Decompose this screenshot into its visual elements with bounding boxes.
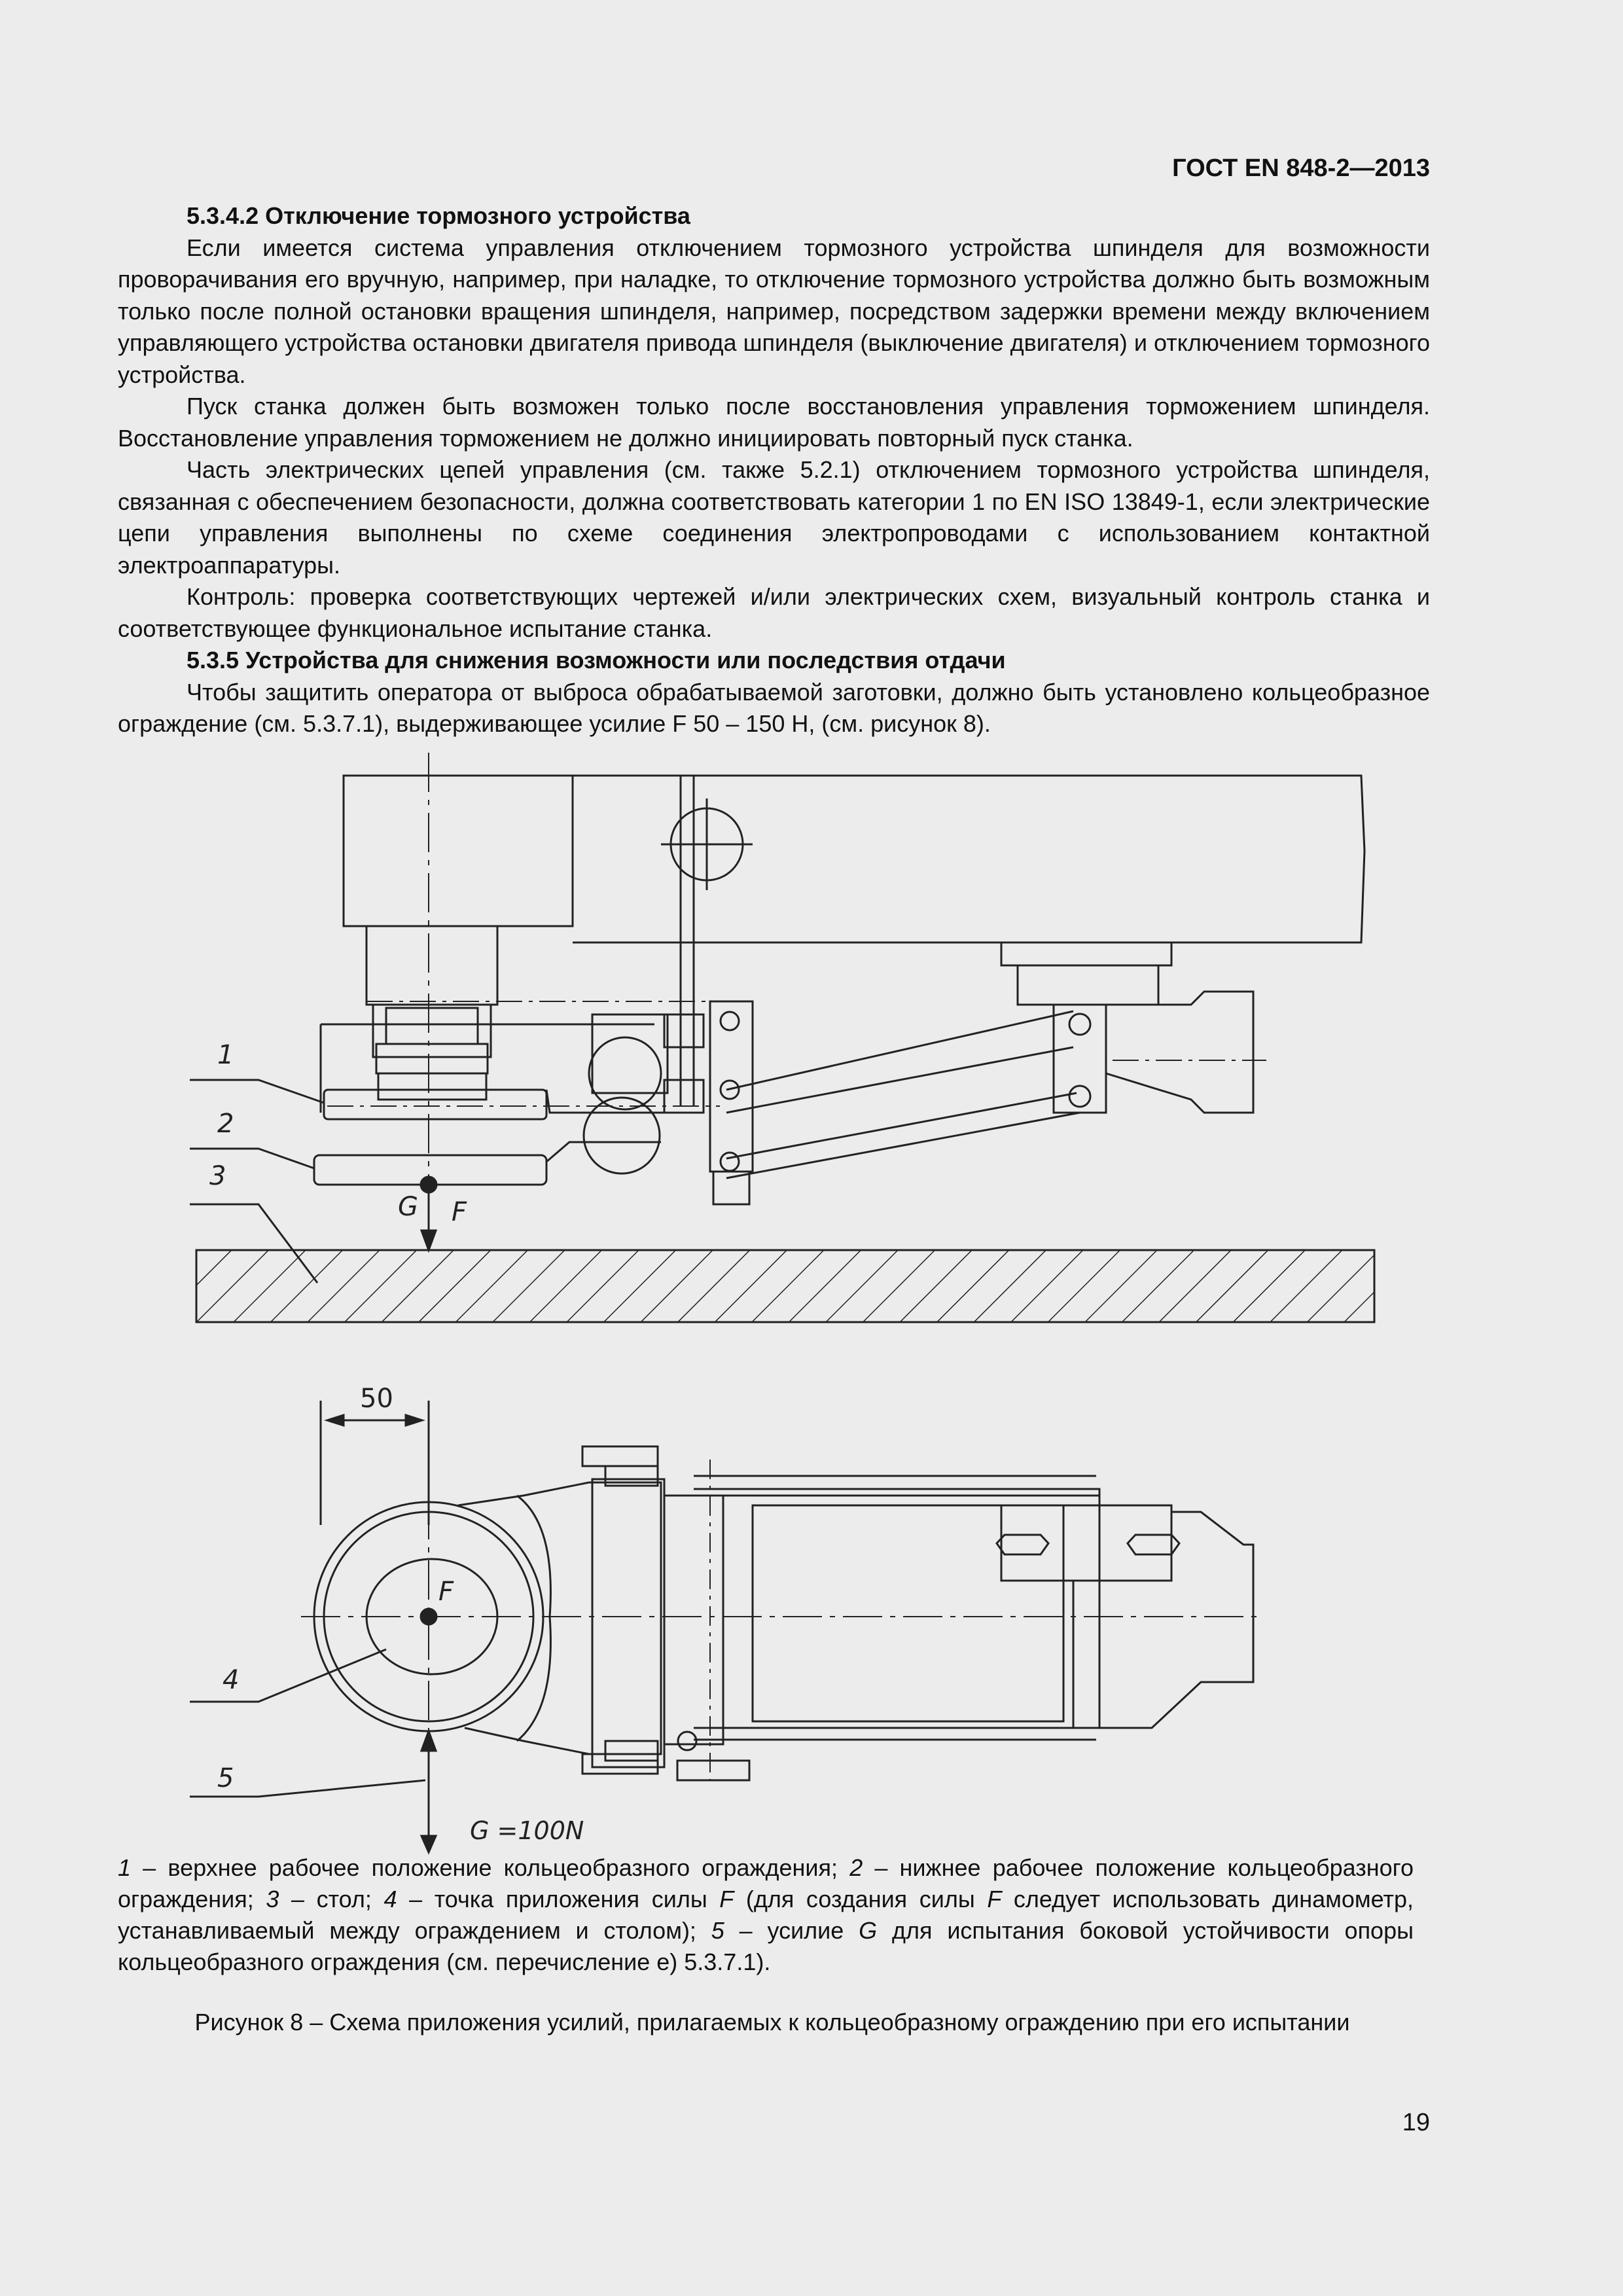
legend-text: – нижнее рабочее положение кольцеобразного ограждения; <box>118 1854 1414 1912</box>
standard-header: ГОСТ EN 848-2—2013 <box>1172 154 1430 182</box>
label-5: 5 <box>217 1763 234 1793</box>
legend-text: следует использовать динамометр, устанавливаемый между ограждением и столом); <box>118 1886 1414 1944</box>
paragraph: Чтобы защитить оператора от выброса обрабатываемой заготовки, должно быть установлено кольцеобразное ограждение (см. 5.3.7.1), выдерживающее усилие F 50 – 150 Н, (см. рисунок 8). <box>118 678 1430 737</box>
legend-symbol: F <box>719 1886 734 1912</box>
legend-text: – стол; <box>279 1886 384 1912</box>
legend-num: 2 <box>849 1854 863 1881</box>
figure-caption: Рисунок 8 – Схема приложения усилий, прилагаемых к кольцеобразному ограждению при его испытании <box>194 2009 1350 2036</box>
legend-symbol: F <box>987 1886 1002 1912</box>
legend-text: – точка приложения силы <box>397 1886 720 1912</box>
paragraph: Пуск станка должен быть возможен только после восстановления управления торможением шпинделя. Восстановление управления торможением не должно инициировать повторный пуск станка. <box>118 393 1430 452</box>
label-4: 4 <box>223 1665 240 1695</box>
legend-text: (для создания силы <box>734 1886 988 1912</box>
page-number: 19 <box>1402 2109 1430 2136</box>
legend-num: 1 <box>118 1854 132 1881</box>
spindle-body <box>366 926 497 1005</box>
machine-housing <box>573 776 1364 942</box>
legend-text: для испытания боковой устойчивости опоры кольцеобразного ограждения (см. перечисление е) 5.3.7.1). <box>118 1917 1414 1975</box>
legend-num: 3 <box>266 1886 279 1912</box>
label-g-top: G <box>398 1192 418 1222</box>
legend-num: 5 <box>711 1917 724 1944</box>
table-hatched <box>196 1250 1374 1322</box>
legend-text: – усилие <box>724 1917 859 1944</box>
legend-text: – верхнее рабочее положение кольцеобразного ограждения; <box>131 1854 850 1881</box>
label-f-bottom: F <box>438 1577 454 1607</box>
section-heading-5-3-4-2: 5.3.4.2 Отключение тормозного устройства <box>187 202 690 229</box>
label-f-top: F <box>452 1197 467 1227</box>
legend-symbol: G <box>859 1917 878 1944</box>
label-2: 2 <box>217 1109 234 1139</box>
paragraph: Если имеется система управления отключением тормозного устройства шпинделя для возможности проворачивания его вручную, например, при наладке, то отключение тормозного устройства должно быть возможным только после полной остановки вращения шпинделя, например, посредством задержки времени между включением управляющего устройства остановки двигателя привода шпинделя (выключение двигателя) и отключением тормозного устройства. <box>118 234 1430 388</box>
label-dim-50: 50 <box>360 1384 393 1414</box>
section-heading-5-3-5: 5.3.5 Устройства для снижения возможности или последствия отдачи <box>187 647 1006 673</box>
label-1: 1 <box>217 1040 234 1070</box>
pneumatic-cylinder <box>753 1505 1063 1721</box>
paragraph: Контроль: проверка соответствующих чертежей и/или электрических схем, визуальный контроль станка и соответствующее функциональное испытание станка. <box>118 583 1430 642</box>
legend-num: 4 <box>383 1886 397 1912</box>
label-g-value: G =100N <box>470 1816 584 1845</box>
guard-upper-position <box>324 1090 546 1119</box>
motor-block <box>344 776 573 926</box>
paragraph: Часть электрических цепей управления (см. также 5.2.1) отключением тормозного устройства шпинделя, связанная с обеспечением безопасности, должна соответствовать категории 1 по EN ISO 13849-1, если электрические цепи управления выполнены по схеме соединения электропроводами с использованием контактной электроаппаратуры. <box>118 456 1430 579</box>
figure-legend <box>118 1852 1414 1978</box>
label-3: 3 <box>209 1161 226 1191</box>
